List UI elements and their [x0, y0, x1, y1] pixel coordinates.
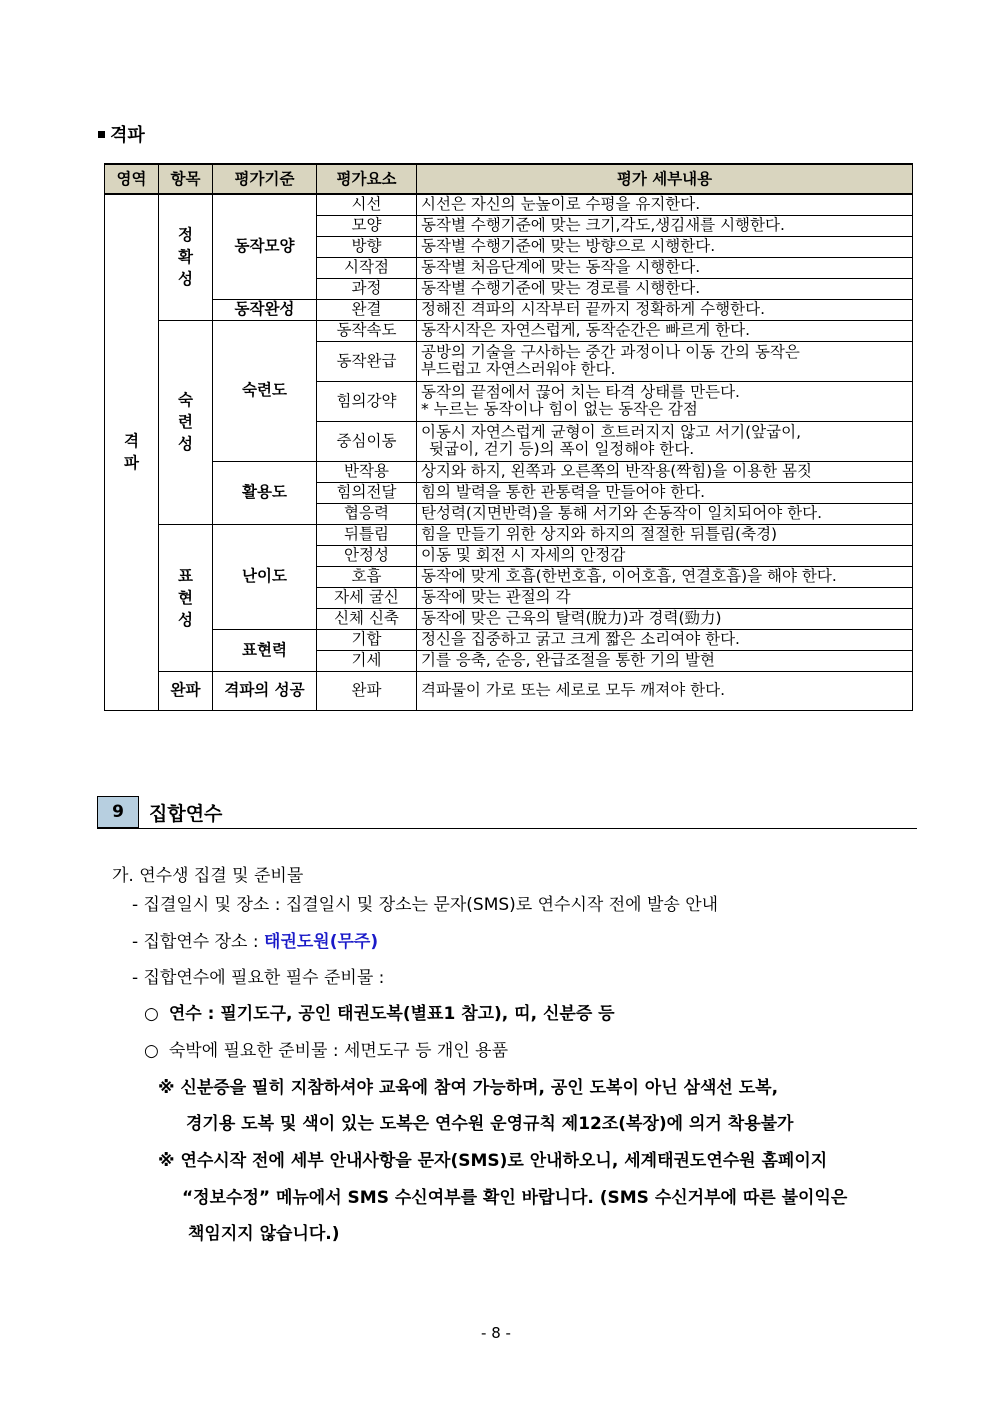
detail-cell: 시선은 자신의 눈높이로 수평을 유지한다. [417, 194, 913, 215]
element-cell: 기합 [317, 629, 417, 650]
detail-cell: 격파물이 가로 또는 세로로 모두 깨져야 한다. [417, 671, 913, 710]
detail-cell: 동작에 맞게 호흡(한번호흡, 이어호흡, 연결호흡)을 해야 한다. [417, 566, 913, 587]
table-row [105, 461, 913, 482]
section-title: 격파 [98, 121, 145, 147]
circle-bullet-icon: ○ [144, 1041, 159, 1061]
detail-cell: 정신을 집중하고 굵고 크게 짧은 소리여야 한다. [417, 629, 913, 650]
detail-cell: 공방의 기술을 구사하는 중간 과정이나 이동 간의 동작은 부드럽고 자연스러워야 한다. [417, 341, 913, 381]
element-cell: 뒤틀림 [317, 524, 417, 545]
element-cell: 힘의강약 [317, 381, 417, 421]
criteria-usage: 활용도 [213, 461, 317, 524]
detail-cell: 동작별 수행기준에 맞는 방향으로 시행한다. [417, 236, 913, 257]
header-item: 항목 [159, 164, 213, 194]
element-cell: 과정 [317, 278, 417, 299]
detail-cell: 동작에 맞은 근육의 탈력(脫力)과 경력(勁力) [417, 608, 913, 629]
detail-cell: 이동시 자연스럽게 균형이 흐트러지지 않고 서기(앞굽이, 뒷굽이, 걷기 등)의 폭이 일정해야 한다. [417, 421, 913, 461]
evaluation-table [104, 163, 913, 711]
chapter-heading [97, 796, 917, 829]
notice-line: “정보수정” 메뉴에서 SMS 수신여부를 확인 바랍니다. (SMS 수신거부에 따른 불이익은 [182, 1188, 848, 1208]
header-element: 평가요소 [317, 164, 417, 194]
criteria-motion-shape: 동작모양 [213, 194, 317, 299]
table-row [105, 629, 913, 650]
table-header-row [105, 164, 913, 194]
table-row [105, 671, 913, 710]
chapter-number: 9 [97, 796, 139, 828]
notice-line: 경기용 도복 및 색이 있는 도복은 연수원 운영규칙 제12조(복장)에 의거 착용불가 [186, 1114, 794, 1134]
detail-cell: 동작별 수행기준에 맞는 크기,각도,생김새를 시행한다. [417, 215, 913, 236]
page-number: - 8 - [481, 1324, 511, 1342]
table-row [105, 320, 913, 341]
detail-cell: 동작에 맞는 관절의 각 [417, 587, 913, 608]
detail-cell: 힘의 발력을 통한 관통력을 만들어야 한다. [417, 482, 913, 503]
detail-cell: 동작시작은 자연스럽게, 동작순간은 빠르게 한다. [417, 320, 913, 341]
detail-cell: 기를 응축, 순응, 완급조절을 통한 기의 발현 [417, 650, 913, 671]
body-line: - 집합연수에 필요한 필수 준비물 : [132, 968, 385, 988]
element-cell: 방향 [317, 236, 417, 257]
detail-cell: 탄성력(지면반력)을 통해 서기와 손동작이 일치되어야 한다. [417, 503, 913, 524]
body-line: ○ 숙박에 필요한 준비물 : 세면도구 등 개인 용품 [144, 1041, 508, 1061]
body-line: - 집결일시 및 장소 : 집결일시 및 장소는 문자(SMS)로 연수시작 전에 발송 안내 [132, 895, 719, 915]
body-line: - 집합연수 장소 : 태권도원(무주) [132, 932, 379, 952]
element-cell: 시선 [317, 194, 417, 215]
area-cell: 격 파 [105, 194, 159, 710]
header-criteria: 평가기준 [213, 164, 317, 194]
table-row [105, 299, 913, 320]
detail-cell: 동작별 수행기준에 맞는 경로를 시행한다. [417, 278, 913, 299]
detail-cell: 상지와 하지, 왼쪽과 오른쪽의 반작용(짝힘)을 이용한 몸짓 [417, 461, 913, 482]
chapter-title: 집합연수 [149, 803, 223, 825]
criteria-difficulty: 난이도 [213, 524, 317, 629]
element-cell: 호흡 [317, 566, 417, 587]
notice-line: 책임지지 않습니다.) [188, 1224, 340, 1244]
table-row [105, 524, 913, 545]
table-row [105, 194, 913, 215]
element-cell: 신체 신축 [317, 608, 417, 629]
element-cell: 완파 [317, 671, 417, 710]
element-cell: 자세 굴신 [317, 587, 417, 608]
item-accuracy: 정 확 성 [159, 194, 213, 320]
element-cell: 힘의전달 [317, 482, 417, 503]
detail-cell: 정해진 격파의 시작부터 끝까지 정확하게 수행한다. [417, 299, 913, 320]
detail-cell: 이동 및 회전 시 자세의 안정감 [417, 545, 913, 566]
item-proficiency: 숙 련 성 [159, 320, 213, 524]
notice-line: ※ 신분증을 필히 지참하셔야 교육에 참여 가능하며, 공인 도복이 아닌 삼색선 도복, [158, 1078, 779, 1098]
element-cell: 모양 [317, 215, 417, 236]
venue-highlight: 태권도원(무주) [264, 932, 379, 952]
criteria-motion-complete: 동작완성 [213, 299, 317, 320]
detail-cell: 동작의 끝점에서 끊어 치는 타격 상태를 만든다. * 누르는 동작이나 힘이 없는 동작은 감점 [417, 381, 913, 421]
element-cell: 동작완급 [317, 341, 417, 381]
item-expression: 표 현 성 [159, 524, 213, 671]
element-cell: 반작용 [317, 461, 417, 482]
element-cell: 중심이동 [317, 421, 417, 461]
element-cell: 협응력 [317, 503, 417, 524]
body-line: 가. 연수생 집결 및 준비물 [112, 866, 304, 886]
element-cell: 시작점 [317, 257, 417, 278]
circle-bullet-icon: ○ [144, 1004, 159, 1024]
element-cell: 기세 [317, 650, 417, 671]
element-cell: 완결 [317, 299, 417, 320]
criteria-expressiveness: 표현력 [213, 629, 317, 671]
notice-line: ※ 연수시작 전에 세부 안내사항을 문자(SMS)로 안내하오니, 세계태권도연수원 홈페이지 [158, 1151, 828, 1171]
header-area: 영역 [105, 164, 159, 194]
square-bullet-icon [98, 131, 105, 138]
element-cell: 동작속도 [317, 320, 417, 341]
header-detail: 평가 세부내용 [417, 164, 913, 194]
item-completion: 완파 [159, 671, 213, 710]
body-line: ○ 연수 : 필기도구, 공인 태권도복(별표1 참고), 띠, 신분증 등 [144, 1004, 615, 1024]
element-cell: 안정성 [317, 545, 417, 566]
criteria-success: 격파의 성공 [213, 671, 317, 710]
criteria-skill: 숙련도 [213, 320, 317, 461]
detail-cell: 힘을 만들기 위한 상지와 하지의 절절한 뒤틀림(축경) [417, 524, 913, 545]
detail-cell: 동작별 처음단계에 맞는 동작을 시행한다. [417, 257, 913, 278]
